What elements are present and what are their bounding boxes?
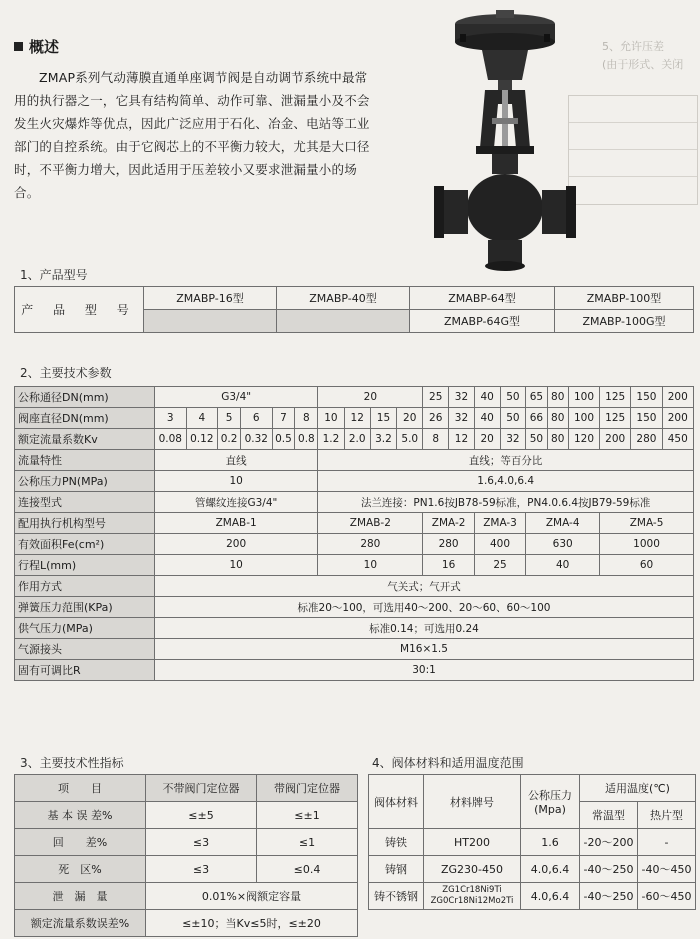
mat-header-grade: 材料牌号 xyxy=(424,775,521,829)
dn-20: 20 xyxy=(318,387,423,408)
table-row xyxy=(15,555,694,576)
kv-value: 32 xyxy=(500,429,526,450)
actuator-value: ZMA-3 xyxy=(474,513,525,534)
overview-paragraph: ZMAP系列气动薄膜直通单座调节阀是自动调节系统中最常用的执行器之一，它具有结构简单、动作可靠、泄漏量小及不会发生火灾爆炸等优点，因此广泛应用于石化、冶金、电站等工业部门的自控系统。由于它阀芯上的不平衡力较大，尤其是大口径时，不平衡力增大，因此适用于压差较小又要求泄漏量小的场合。 xyxy=(14,70,370,200)
dn-value: 80 xyxy=(547,387,568,408)
mat-normal: -40～250 xyxy=(580,883,638,910)
mat-pn: 4.0,6.4 xyxy=(521,883,580,910)
spring-label: 弹簧压力范围(KPa) xyxy=(15,597,155,618)
kv-value: 80 xyxy=(547,429,568,450)
product-model-table xyxy=(14,286,694,333)
mat-header-pn xyxy=(521,775,580,829)
index-item: 死 区% xyxy=(15,856,146,883)
stroke-value: 16 xyxy=(423,555,474,576)
kv-value: 0.08 xyxy=(155,429,187,450)
seat-value: 80 xyxy=(547,408,568,429)
dn-value: 100 xyxy=(568,387,599,408)
model-16: ZMABP-16型 xyxy=(144,287,277,310)
model-blank-2 xyxy=(277,310,410,333)
mat-grade: ZG230-450 xyxy=(424,856,521,883)
seat-value: 12 xyxy=(344,408,370,429)
seat-value: 4 xyxy=(186,408,218,429)
action-label: 作用方式 xyxy=(15,576,155,597)
model-row-label: 产 品 型 号 xyxy=(15,287,144,333)
table-row xyxy=(15,534,694,555)
seat-value: 3 xyxy=(155,408,187,429)
seat-value: 40 xyxy=(474,408,500,429)
actuator-label: 配用执行机构型号 xyxy=(15,513,155,534)
supply-label: 供气压力(MPa) xyxy=(15,618,155,639)
table-row xyxy=(15,639,694,660)
dn-value: 50 xyxy=(500,387,526,408)
table-row xyxy=(15,408,694,429)
stroke-label: 行程L(mm) xyxy=(15,555,155,576)
kv-value: 120 xyxy=(568,429,599,450)
kv-value: 8 xyxy=(423,429,449,450)
section-4-title: 4、阀体材料和适用温度范围 xyxy=(372,756,524,770)
mat-normal: -40～250 xyxy=(580,856,638,883)
index-item: 基 本 误 差% xyxy=(15,802,146,829)
tech-params-table xyxy=(14,386,694,681)
pn-b: 1.6,4.0,6.4 xyxy=(318,471,694,492)
index-header-item: 项 目 xyxy=(15,775,146,802)
dn-value: 150 xyxy=(631,387,662,408)
mat-fin: -40～450 xyxy=(638,856,696,883)
seat-value: 20 xyxy=(397,408,423,429)
kv-value: 200 xyxy=(600,429,631,450)
pn-label: 公称压力PN(MPa) xyxy=(15,471,155,492)
model-100: ZMABP-100型 xyxy=(555,287,694,310)
area-value: 200 xyxy=(155,534,318,555)
port-value: M16×1.5 xyxy=(155,639,694,660)
table-row xyxy=(369,883,696,910)
mat-header-pn-label: 公称压力 xyxy=(528,789,572,802)
port-label: 气源接头 xyxy=(15,639,155,660)
table-row xyxy=(15,576,694,597)
seat-value: 150 xyxy=(631,408,662,429)
dn-value: 32 xyxy=(449,387,475,408)
mat-header-pn-unit: (Mpa) xyxy=(534,803,566,816)
actuator-value: ZMA-4 xyxy=(526,513,600,534)
ratio-label: 固有可调比R xyxy=(15,660,155,681)
actuator-value: ZMAB-1 xyxy=(155,513,318,534)
seat-value: 8 xyxy=(295,408,318,429)
table-row xyxy=(15,492,694,513)
table-row xyxy=(15,471,694,492)
table-row xyxy=(15,429,694,450)
index-item: 回 差% xyxy=(15,829,146,856)
mat-fin: -60～450 xyxy=(638,883,696,910)
seat-label: 阀座直径DN(mm) xyxy=(15,408,155,429)
table-row xyxy=(369,856,696,883)
mat-grade: HT200 xyxy=(424,829,521,856)
seat-value: 26 xyxy=(423,408,449,429)
table-row xyxy=(15,660,694,681)
model-64: ZMABP-64型 xyxy=(410,287,555,310)
index-with: ≤1 xyxy=(257,829,358,856)
kv-value: 12 xyxy=(449,429,475,450)
model-40: ZMABP-40型 xyxy=(277,287,410,310)
dn-value: 65 xyxy=(526,387,547,408)
seat-value: 7 xyxy=(272,408,295,429)
flow-label: 流量特性 xyxy=(15,450,155,471)
conn-label: 连接型式 xyxy=(15,492,155,513)
area-value: 280 xyxy=(318,534,423,555)
tech-index-table xyxy=(14,774,358,937)
area-label: 有效面积Fe(cm²) xyxy=(15,534,155,555)
kv-value: 0.2 xyxy=(218,429,241,450)
mat-pn: 1.6 xyxy=(521,829,580,856)
conn-flange: 法兰连接：PN1.6按JB78-59标准，PN4.0.6.4按JB79-59标准 xyxy=(318,492,694,513)
table-row xyxy=(15,856,358,883)
square-bullet-icon xyxy=(14,42,23,51)
section-2-title: 2、主要技术参数 xyxy=(20,366,112,380)
seat-value: 50 xyxy=(500,408,526,429)
kv-value: 20 xyxy=(474,429,500,450)
index-with: ≤0.4 xyxy=(257,856,358,883)
section-3-title: 3、主要技术性指标 xyxy=(20,756,124,770)
seat-value: 15 xyxy=(370,408,396,429)
mat-body: 铸铁 xyxy=(369,829,424,856)
kv-value: 0.12 xyxy=(186,429,218,450)
actuator-value: ZMA-2 xyxy=(423,513,474,534)
table-row xyxy=(15,618,694,639)
area-value: 630 xyxy=(526,534,600,555)
dn-value: 25 xyxy=(423,387,449,408)
index-header-with: 带阀门定位器 xyxy=(257,775,358,802)
flow-linear: 直线 xyxy=(155,450,318,471)
dn-value: 125 xyxy=(600,387,631,408)
seat-value: 100 xyxy=(568,408,599,429)
kv-value: 0.8 xyxy=(295,429,318,450)
dn-g: G3/4" xyxy=(155,387,318,408)
mat-normal: -20～200 xyxy=(580,829,638,856)
seat-value: 125 xyxy=(600,408,631,429)
table-row xyxy=(369,775,696,802)
seat-value: 32 xyxy=(449,408,475,429)
kv-error-value: ≤±10；当Kv≤5时，≤±20 xyxy=(146,910,358,937)
mat-fin: - xyxy=(638,829,696,856)
kv-value: 0.32 xyxy=(240,429,272,450)
kv-value: 5.0 xyxy=(397,429,423,450)
area-value: 400 xyxy=(474,534,525,555)
kv-value: 2.0 xyxy=(344,429,370,450)
kv-value: 1.2 xyxy=(318,429,344,450)
mat-header-temp: 适用温度(℃) xyxy=(580,775,696,802)
index-header-without: 不带阀门定位器 xyxy=(146,775,257,802)
kv-label: 额定流量系数Kv xyxy=(15,429,155,450)
actuator-value: ZMAB-2 xyxy=(318,513,423,534)
dn-value: 200 xyxy=(662,387,693,408)
ghost-table xyxy=(568,95,698,205)
pn-a: 10 xyxy=(155,471,318,492)
leak-value: 0.01%×阀额定容量 xyxy=(146,883,358,910)
area-value: 1000 xyxy=(600,534,694,555)
table-row xyxy=(15,829,358,856)
index-with: ≤±1 xyxy=(257,802,358,829)
leak-item: 泄 漏 量 xyxy=(15,883,146,910)
mat-header-fin: 热片型 xyxy=(638,802,696,829)
table-row xyxy=(15,910,358,937)
seat-value: 5 xyxy=(218,408,241,429)
index-without: ≤3 xyxy=(146,829,257,856)
mat-header-body: 阀体材料 xyxy=(369,775,424,829)
kv-error-item: 额定流量系数误差% xyxy=(15,910,146,937)
table-row xyxy=(15,513,694,534)
ghost-text-2: (由于形式、关闭 xyxy=(602,58,684,71)
ghost-text-1: 5、允许压差 xyxy=(602,40,664,53)
table-row xyxy=(15,450,694,471)
stroke-value: 10 xyxy=(318,555,423,576)
actuator-value: ZMA-5 xyxy=(600,513,694,534)
conn-thread: 管螺纹连接G3/4" xyxy=(155,492,318,513)
seat-value: 66 xyxy=(526,408,547,429)
seat-value: 200 xyxy=(662,408,693,429)
stroke-value: 40 xyxy=(526,555,600,576)
table-row xyxy=(369,829,696,856)
kv-value: 50 xyxy=(526,429,547,450)
mat-body: 铸钢 xyxy=(369,856,424,883)
index-without: ≤±5 xyxy=(146,802,257,829)
table-row xyxy=(15,883,358,910)
section-1-title: 1、产品型号 xyxy=(20,268,88,282)
action-value: 气关式；气开式 xyxy=(155,576,694,597)
table-row xyxy=(15,597,694,618)
kv-value: 280 xyxy=(631,429,662,450)
flow-linear-equal: 直线；等百分比 xyxy=(318,450,694,471)
kv-value: 450 xyxy=(662,429,693,450)
supply-value: 标准0.14；可选用0.24 xyxy=(155,618,694,639)
mat-grade: ZG1Cr18Ni9Ti ZG0Cr18Ni12Mo2Ti xyxy=(424,883,521,910)
kv-value: 3.2 xyxy=(370,429,396,450)
overview-heading xyxy=(14,36,59,57)
control-valve-image xyxy=(430,8,580,273)
mat-pn: 4.0,6.4 xyxy=(521,856,580,883)
model-64g: ZMABP-64G型 xyxy=(410,310,555,333)
mat-body: 铸不锈钢 xyxy=(369,883,424,910)
table-row xyxy=(15,802,358,829)
overview-title: 概述 xyxy=(29,38,60,56)
seat-value: 10 xyxy=(318,408,344,429)
dn-label: 公称通径DN(mm) xyxy=(15,387,155,408)
stroke-value: 10 xyxy=(155,555,318,576)
area-value: 280 xyxy=(423,534,474,555)
material-table xyxy=(368,774,696,910)
stroke-value: 60 xyxy=(600,555,694,576)
table-row xyxy=(15,387,694,408)
ratio-value: 30:1 xyxy=(155,660,694,681)
index-without: ≤3 xyxy=(146,856,257,883)
model-100g: ZMABP-100G型 xyxy=(555,310,694,333)
table-row xyxy=(15,775,358,802)
seat-value: 6 xyxy=(240,408,272,429)
dn-value: 40 xyxy=(474,387,500,408)
model-blank-1 xyxy=(144,310,277,333)
spring-value: 标准20～100，可选用40～200、20～60、60～100 xyxy=(155,597,694,618)
stroke-value: 25 xyxy=(474,555,525,576)
mat-header-normal: 常温型 xyxy=(580,802,638,829)
kv-value: 0.5 xyxy=(272,429,295,450)
